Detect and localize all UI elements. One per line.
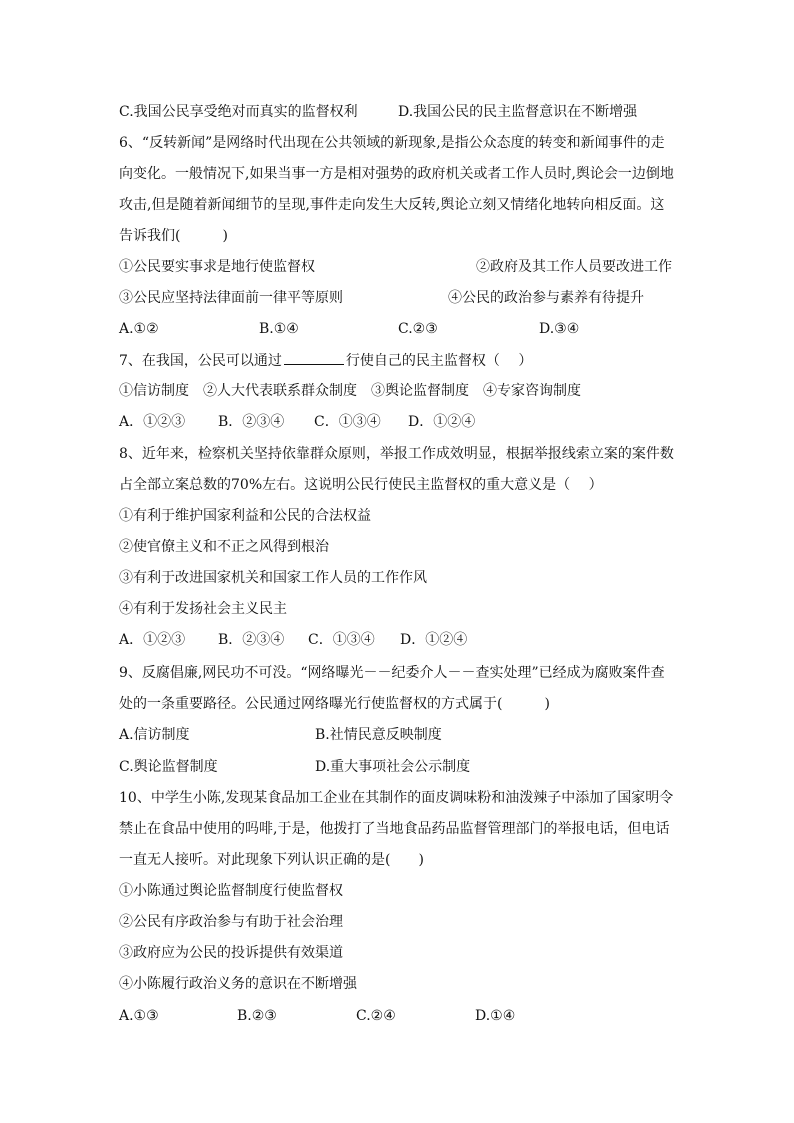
q9-option-b: B.社情民意反映制度 [315,727,442,743]
q6-item-1: ①公民要实事求是地行使监督权 [119,259,315,275]
q8-item-1: ①有利于维护国家利益和公民的合法权益 [119,508,371,524]
q5-options-row [119,102,679,122]
q8-option-c: C．①③④ [308,632,375,648]
q8-option-a: A．①②③ [119,632,186,648]
q6-items-row-2 [119,288,679,308]
q7-stem-before: 7、在我国，公民可以通过 [119,353,282,369]
q6-option-c: C.②③ [398,321,438,337]
q10-option-c: C.②④ [356,1008,396,1024]
q9-option-d: D.重大事项社会公示制度 [315,759,471,775]
q6-options-row [119,319,679,339]
q6-stem-line-3: 攻击,但是随着新闻细节的呈现,事件走向发生大反转,舆论立刻又情绪化地转向相反面。这 [119,197,665,213]
q6-stem-line-4: 告诉我们( ) [119,228,228,244]
q6-item-4: ④公民的政治参与素养有待提升 [448,290,644,306]
q10-item-3: ③政府应为公民的投诉提供有效渠道 [119,945,343,961]
q8-options-row [119,630,679,650]
q6-option-d: D.③④ [539,321,580,337]
q9-stem-line-2: 处的一条重要路径。公民通过网络曝光行使监督权的方式属于( ) [119,696,550,712]
q10-option-a: A.①③ [119,1008,159,1024]
q10-options-row [119,1006,679,1026]
q10-stem-line-3: 一直无人接听。对此现象下列认识正确的是( ) [119,852,424,868]
q7-stem [119,350,532,370]
q6-item-2: ②政府及其工作人员要改进工作 [476,259,672,275]
q10-item-2: ②公民有序政治参与有助于社会治理 [119,914,343,930]
q10-stem-line-1: 10、中学生小陈,发现某食品加工企业在其制作的面皮调味粉和油泼辣子中添加了国家明令 [119,790,674,806]
q8-option-b: B．②③④ [218,632,285,648]
q6-option-a: A.①② [119,321,159,337]
q6-stem-line-2: 向变化。一般情况下,如果当事一方是相对强势的政府机关或者工作人员时,舆论会一边倒地 [119,166,674,182]
q8-stem-line-2: 占全部立案总数的70%左右。这说明公民行使民主监督权的重大意义是（ ） [119,477,603,493]
q7-items: ①信访制度 ②人大代表联系群众制度 ③舆论监督制度 ④专家咨询制度 [119,383,581,399]
q9-option-c: C.舆论监督制度 [119,759,218,775]
q8-option-d: D．①②④ [400,632,468,648]
q5-option-d: D.我国公民的民主监督意识在不断增强 [398,104,638,120]
q5-option-c: C.我国公民享受绝对而真实的监督权利 [119,104,358,120]
q9-options-row-1 [119,725,679,745]
q7-options-row [119,412,679,432]
q6-stem-line-1: 6、“反转新闻”是网络时代出现在公共领域的新现象,是指公众态度的转变和新闻事件的走 [119,135,665,151]
q8-stem-line-1: 8、近年来，检察机关坚持依靠群众原则，举报工作成效明显，根据举报线索立案的案件数 [119,446,674,462]
q7-option-d: D．①②④ [408,414,476,430]
q9-option-a: A.信访制度 [119,727,190,743]
q7-option-a: A．①②③ [119,414,186,430]
q8-item-2: ②使官僚主义和不正之风得到根治 [119,539,329,555]
q10-stem-line-2: 禁止在食品中使用的吗啡,于是，他拨打了当地食品药品监督管理部门的举报电话，但电话 [119,821,670,837]
q6-items-row-1 [119,257,679,277]
q10-option-b: B.②③ [237,1008,277,1024]
q8-item-4: ④有利于发扬社会主义民主 [119,601,287,617]
q9-stem-line-1: 9、反腐倡廉,网民功不可没。“网络曝光－－纪委介人－－查实处理”已经成为腐败案件查 [119,665,665,681]
q10-item-4: ④小陈履行政治义务的意识在不断增强 [119,976,357,992]
q6-item-3: ③公民应坚持法律面前一律平等原则 [119,290,343,306]
q7-stem-after: 行使自己的民主监督权（ ） [345,353,533,369]
q9-options-row-2 [119,757,679,777]
q7-fill-blank [284,350,344,365]
q7-option-b: B．②③④ [218,414,285,430]
q6-option-b: B.①④ [259,321,299,337]
q10-option-d: D.①④ [475,1008,516,1024]
q10-item-1: ①小陈通过舆论监督制度行使监督权 [119,883,343,899]
q7-option-c: C．①③④ [314,414,381,430]
q8-item-3: ③有利于改进国家机关和国家工作人员的工作作风 [119,570,427,586]
